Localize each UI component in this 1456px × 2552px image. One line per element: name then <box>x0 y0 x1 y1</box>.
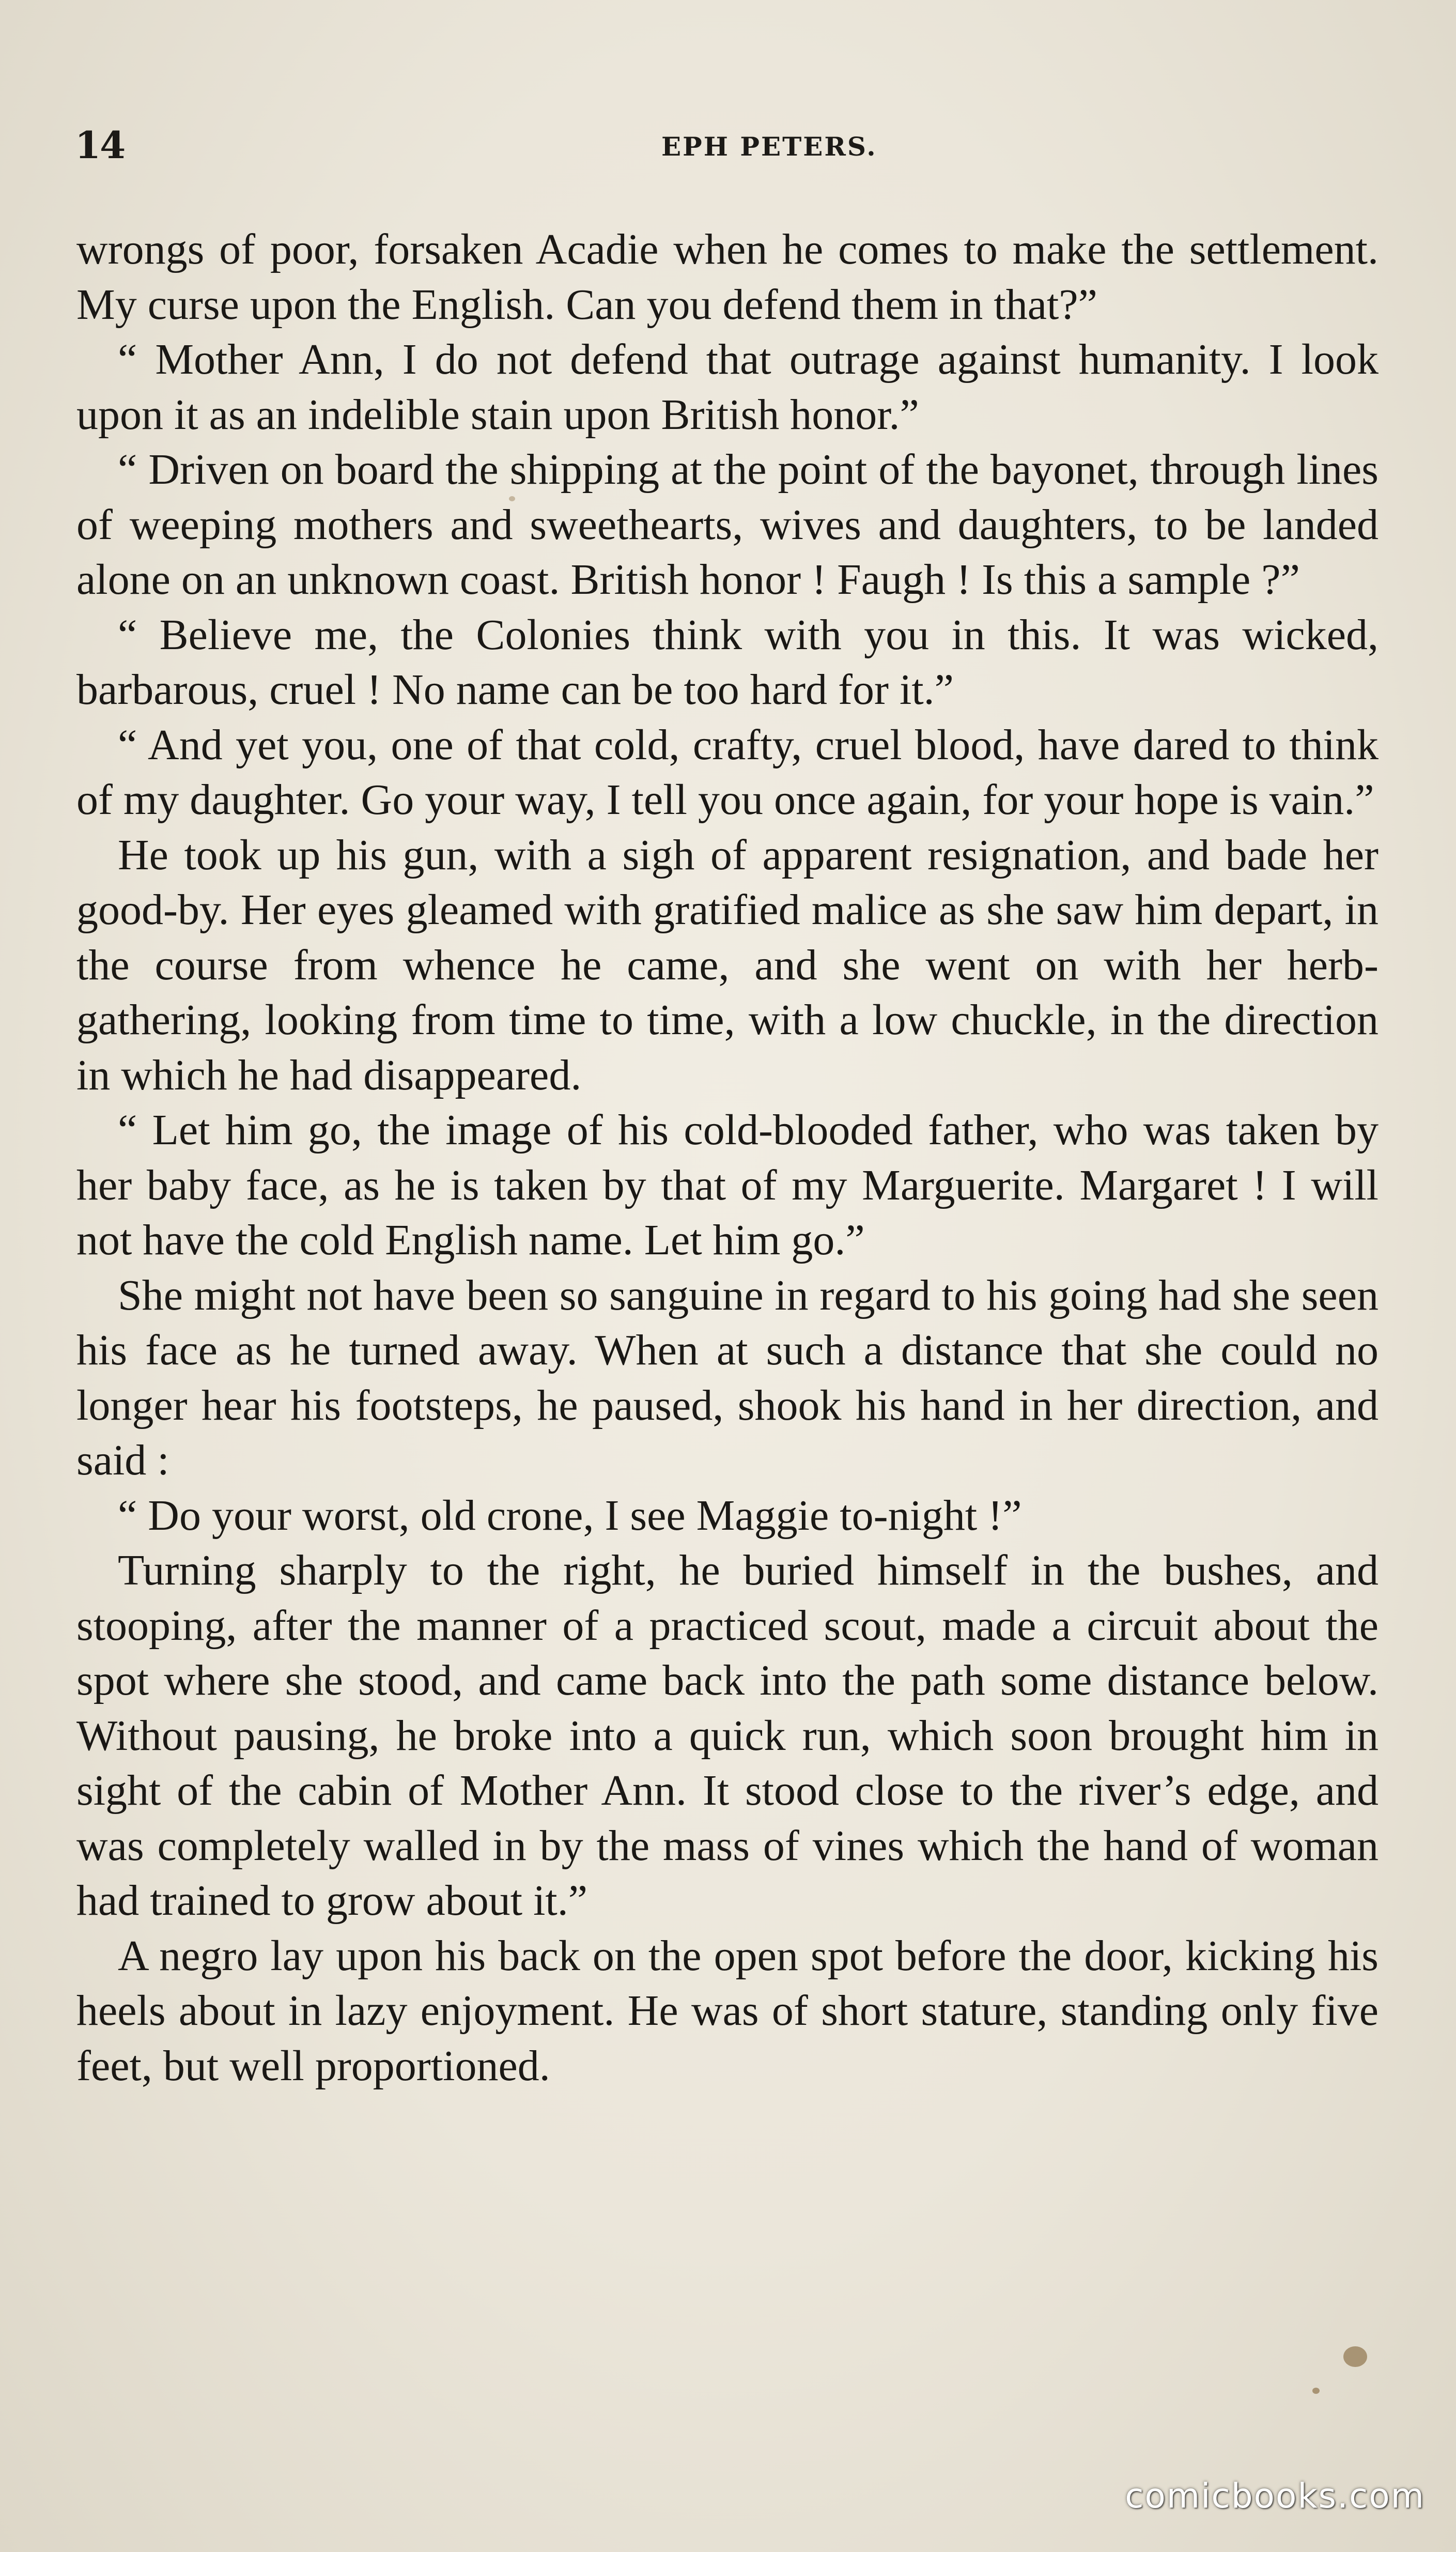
foxing-stain <box>1312 2388 1320 2394</box>
paragraph: wrongs of poor, forsaken Acadie when he comes to make the settlement. My curse upon the English. Can you defend them in that?” <box>76 225 1378 329</box>
paragraph: Turning sharply to the right, he buried himself in the bushes, and stooping, after the manner of a practiced scout, made a circuit about the spot where she stood, and came back into the path some distance below. Without pausing, he broke into a quick run, which soon brought him in sight of the cabin of Mother Ann. It stood close to the river’s edge, and was completely walled in by the mass of vines which the hand of woman had trained to grow about it.” <box>76 1546 1378 1925</box>
paragraph: A negro lay upon his back on the open spot before the door, kicking his heels about in lazy enjoyment. He was of short stature, standing only five feet, but well proportioned. <box>76 1931 1378 2090</box>
paragraph: “ Driven on board the shipping at the point of the bayonet, through lines of weeping mothers and sweethearts, wives and daughters, to be landed alone on an unknown coast. British honor ! Faugh ! Is this a sample ?” <box>76 445 1378 604</box>
paragraph: “ Do your worst, old crone, I see Maggie to-night !” <box>118 1491 1022 1540</box>
paragraph: “ And yet you, one of that cold, crafty, cruel blood, have dared to think of my daughter. Go your way, I tell you once again, for your hope is vain.” <box>76 720 1378 824</box>
paragraph: “ Mother Ann, I do not defend that outrage against humanity. I look upon it as an indelible stain upon British honor.” <box>76 335 1378 439</box>
body-text <box>76 222 1378 2094</box>
page-header <box>75 123 1377 170</box>
page-number: 14 <box>75 123 125 167</box>
paragraph: “ Let him go, the image of his cold-blooded father, who was taken by her baby face, as he is taken by that of my Marguerite. Margaret ! I will not have the cold English name. Let him go.” <box>76 1106 1378 1264</box>
watermark: comicbooks.com <box>1125 2476 1425 2516</box>
running-head: EPH PETERS. <box>661 131 877 162</box>
paragraph: He took up his gun, with a sigh of apparent resignation, and bade her good-by. Her eyes gleamed with gratified malice as she saw him depart, in the course from whence he came, and she went on with her herb-gathering, looking from time to time, with a low chuckle, in the direction in which he had disappeared. <box>76 831 1378 1099</box>
paragraph: She might not have been so sanguine in regard to his going had she seen his face as he turned away. When at such a distance that she could no longer hear his footsteps, he paused, shook his hand in her direction, and said : <box>76 1271 1378 1484</box>
paragraph: “ Believe me, the Colonies think with you in this. It was wicked, barbarous, cruel ! No name can be too hard for it.” <box>76 610 1378 714</box>
foxing-stain <box>1343 2346 1367 2367</box>
